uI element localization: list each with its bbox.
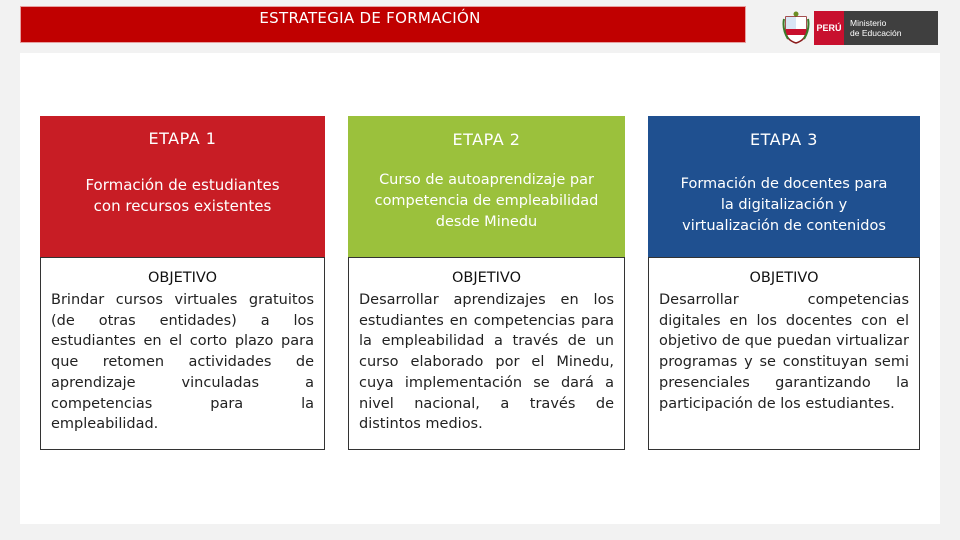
page-title: ESTRATEGIA DE FORMACIÓN (259, 9, 481, 27)
stage-1-objective-title: OBJETIVO (147, 270, 217, 286)
stage-2-title: ETAPA 2 (452, 130, 521, 149)
stage-3-subtitle: Formación de docentes para la digitalización y virtualización de contenidos (680, 176, 888, 234)
stage-1-header (40, 116, 325, 257)
coat-of-arms-icon (782, 11, 810, 45)
stage-3-header (648, 116, 920, 257)
stage-1-objective-box (40, 257, 325, 450)
stage-1-title: ETAPA 1 (148, 129, 217, 148)
stage-2-objective-text: Desarrollar aprendizajes en los estudiantes en competencias para la empleabilidad a través de un curso elaborado por el Minedu, cuya implementación se dará a nivel nacional, a través de distintos medios. (359, 292, 614, 433)
ministry-label (844, 11, 938, 45)
stage-1-objective-text: Brindar cursos virtuales gratuitos (de otras entidades) a los estudiantes en el corto plazo para que retomen actividades de aprendizaje vinculadas a competencias para la empleabilidad. (51, 292, 314, 433)
stage-1-subtitle: Formación de estudiantes con recursos existentes (85, 176, 280, 215)
stage-3-objective-title: OBJETIVO (749, 270, 819, 286)
peru-label: PERÚ (814, 11, 844, 45)
minedu-logo (782, 10, 938, 46)
stage-2-subtitle: Curso de autoaprendizaje par competencia de empleabilidad desde Minedu (374, 172, 599, 230)
ministry-line-2: de Educación (850, 28, 902, 38)
stage-3-objective-text: Desarrollar competencias digitales en los docentes con el objetivo de que puedan virtualizar programas y se constituyan semi presenciales garantizando la participación de los estudiantes. (659, 292, 909, 412)
stage-2-header (348, 116, 625, 257)
stage-3-title: ETAPA 3 (750, 130, 818, 149)
stage-3-objective-box (648, 257, 920, 450)
ministry-line-1: Ministerio (850, 18, 887, 28)
stage-2-objective-box (348, 257, 625, 450)
stage-2-objective-title: OBJETIVO (451, 270, 521, 286)
